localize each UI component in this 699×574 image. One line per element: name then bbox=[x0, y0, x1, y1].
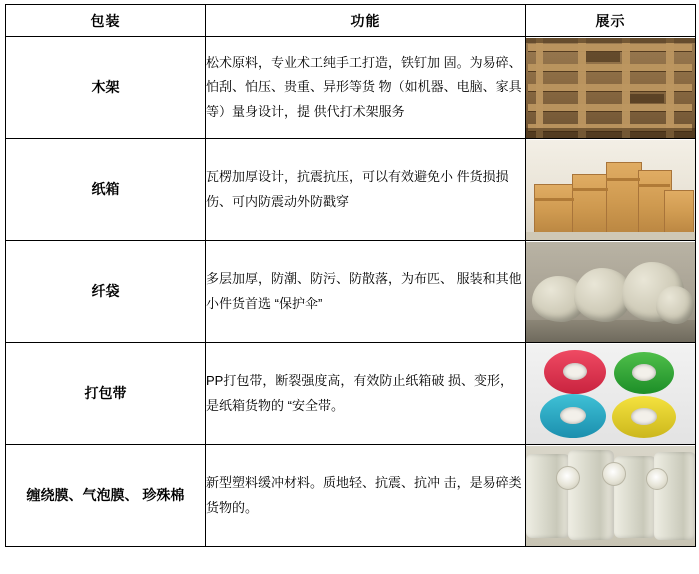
package-display-cell bbox=[526, 343, 696, 445]
column-header-display: 展示 bbox=[526, 5, 696, 37]
column-header-package: 包装 bbox=[6, 5, 206, 37]
woven-bags-photo bbox=[526, 242, 695, 342]
package-function: PP打包带，断裂强度高，有效防止纸箱破 损、变形，是纸箱货物的 “安全带。 bbox=[206, 343, 526, 445]
table-row bbox=[6, 139, 696, 241]
wooden-crates-photo bbox=[526, 38, 695, 138]
stretch-film-rolls-photo bbox=[526, 446, 695, 546]
package-display-cell bbox=[526, 241, 696, 343]
package-name: 纸箱 bbox=[6, 139, 206, 241]
cardboard-boxes-photo bbox=[526, 140, 695, 240]
table-header-row bbox=[6, 5, 696, 37]
package-function: 松术原料，专业术工纯手工打造，铁钉加 固。为易碎、怕刮、怕压、贵重、异形等货 物（如机器、电脑、家具等）量身设计，提 供代打术架服务 bbox=[206, 37, 526, 139]
package-display-cell bbox=[526, 445, 696, 547]
strapping-rolls-photo bbox=[526, 344, 695, 444]
package-display-cell bbox=[526, 37, 696, 139]
table-row bbox=[6, 445, 696, 547]
table-row bbox=[6, 343, 696, 445]
package-name: 打包带 bbox=[6, 343, 206, 445]
table-row bbox=[6, 241, 696, 343]
packaging-table bbox=[5, 4, 696, 547]
column-header-function: 功能 bbox=[206, 5, 526, 37]
package-function: 多层加厚，防潮、防污、防散落，为布匹、 服装和其他小件货首选 “保护伞” bbox=[206, 241, 526, 343]
package-display-cell bbox=[526, 139, 696, 241]
package-name: 纤袋 bbox=[6, 241, 206, 343]
package-function: 瓦楞加厚设计，抗震抗压，可以有效避免小 件货损损伤、可内防震动外防戳穿 bbox=[206, 139, 526, 241]
package-function: 新型塑料缓冲材料。质地轻、抗震、抗冲 击，是易碎类货物的。 bbox=[206, 445, 526, 547]
packaging-table-document bbox=[0, 4, 699, 574]
package-name: 木架 bbox=[6, 37, 206, 139]
package-name: 缠绕膜、气泡膜、 珍殊棉 bbox=[6, 445, 206, 547]
table-row bbox=[6, 37, 696, 139]
